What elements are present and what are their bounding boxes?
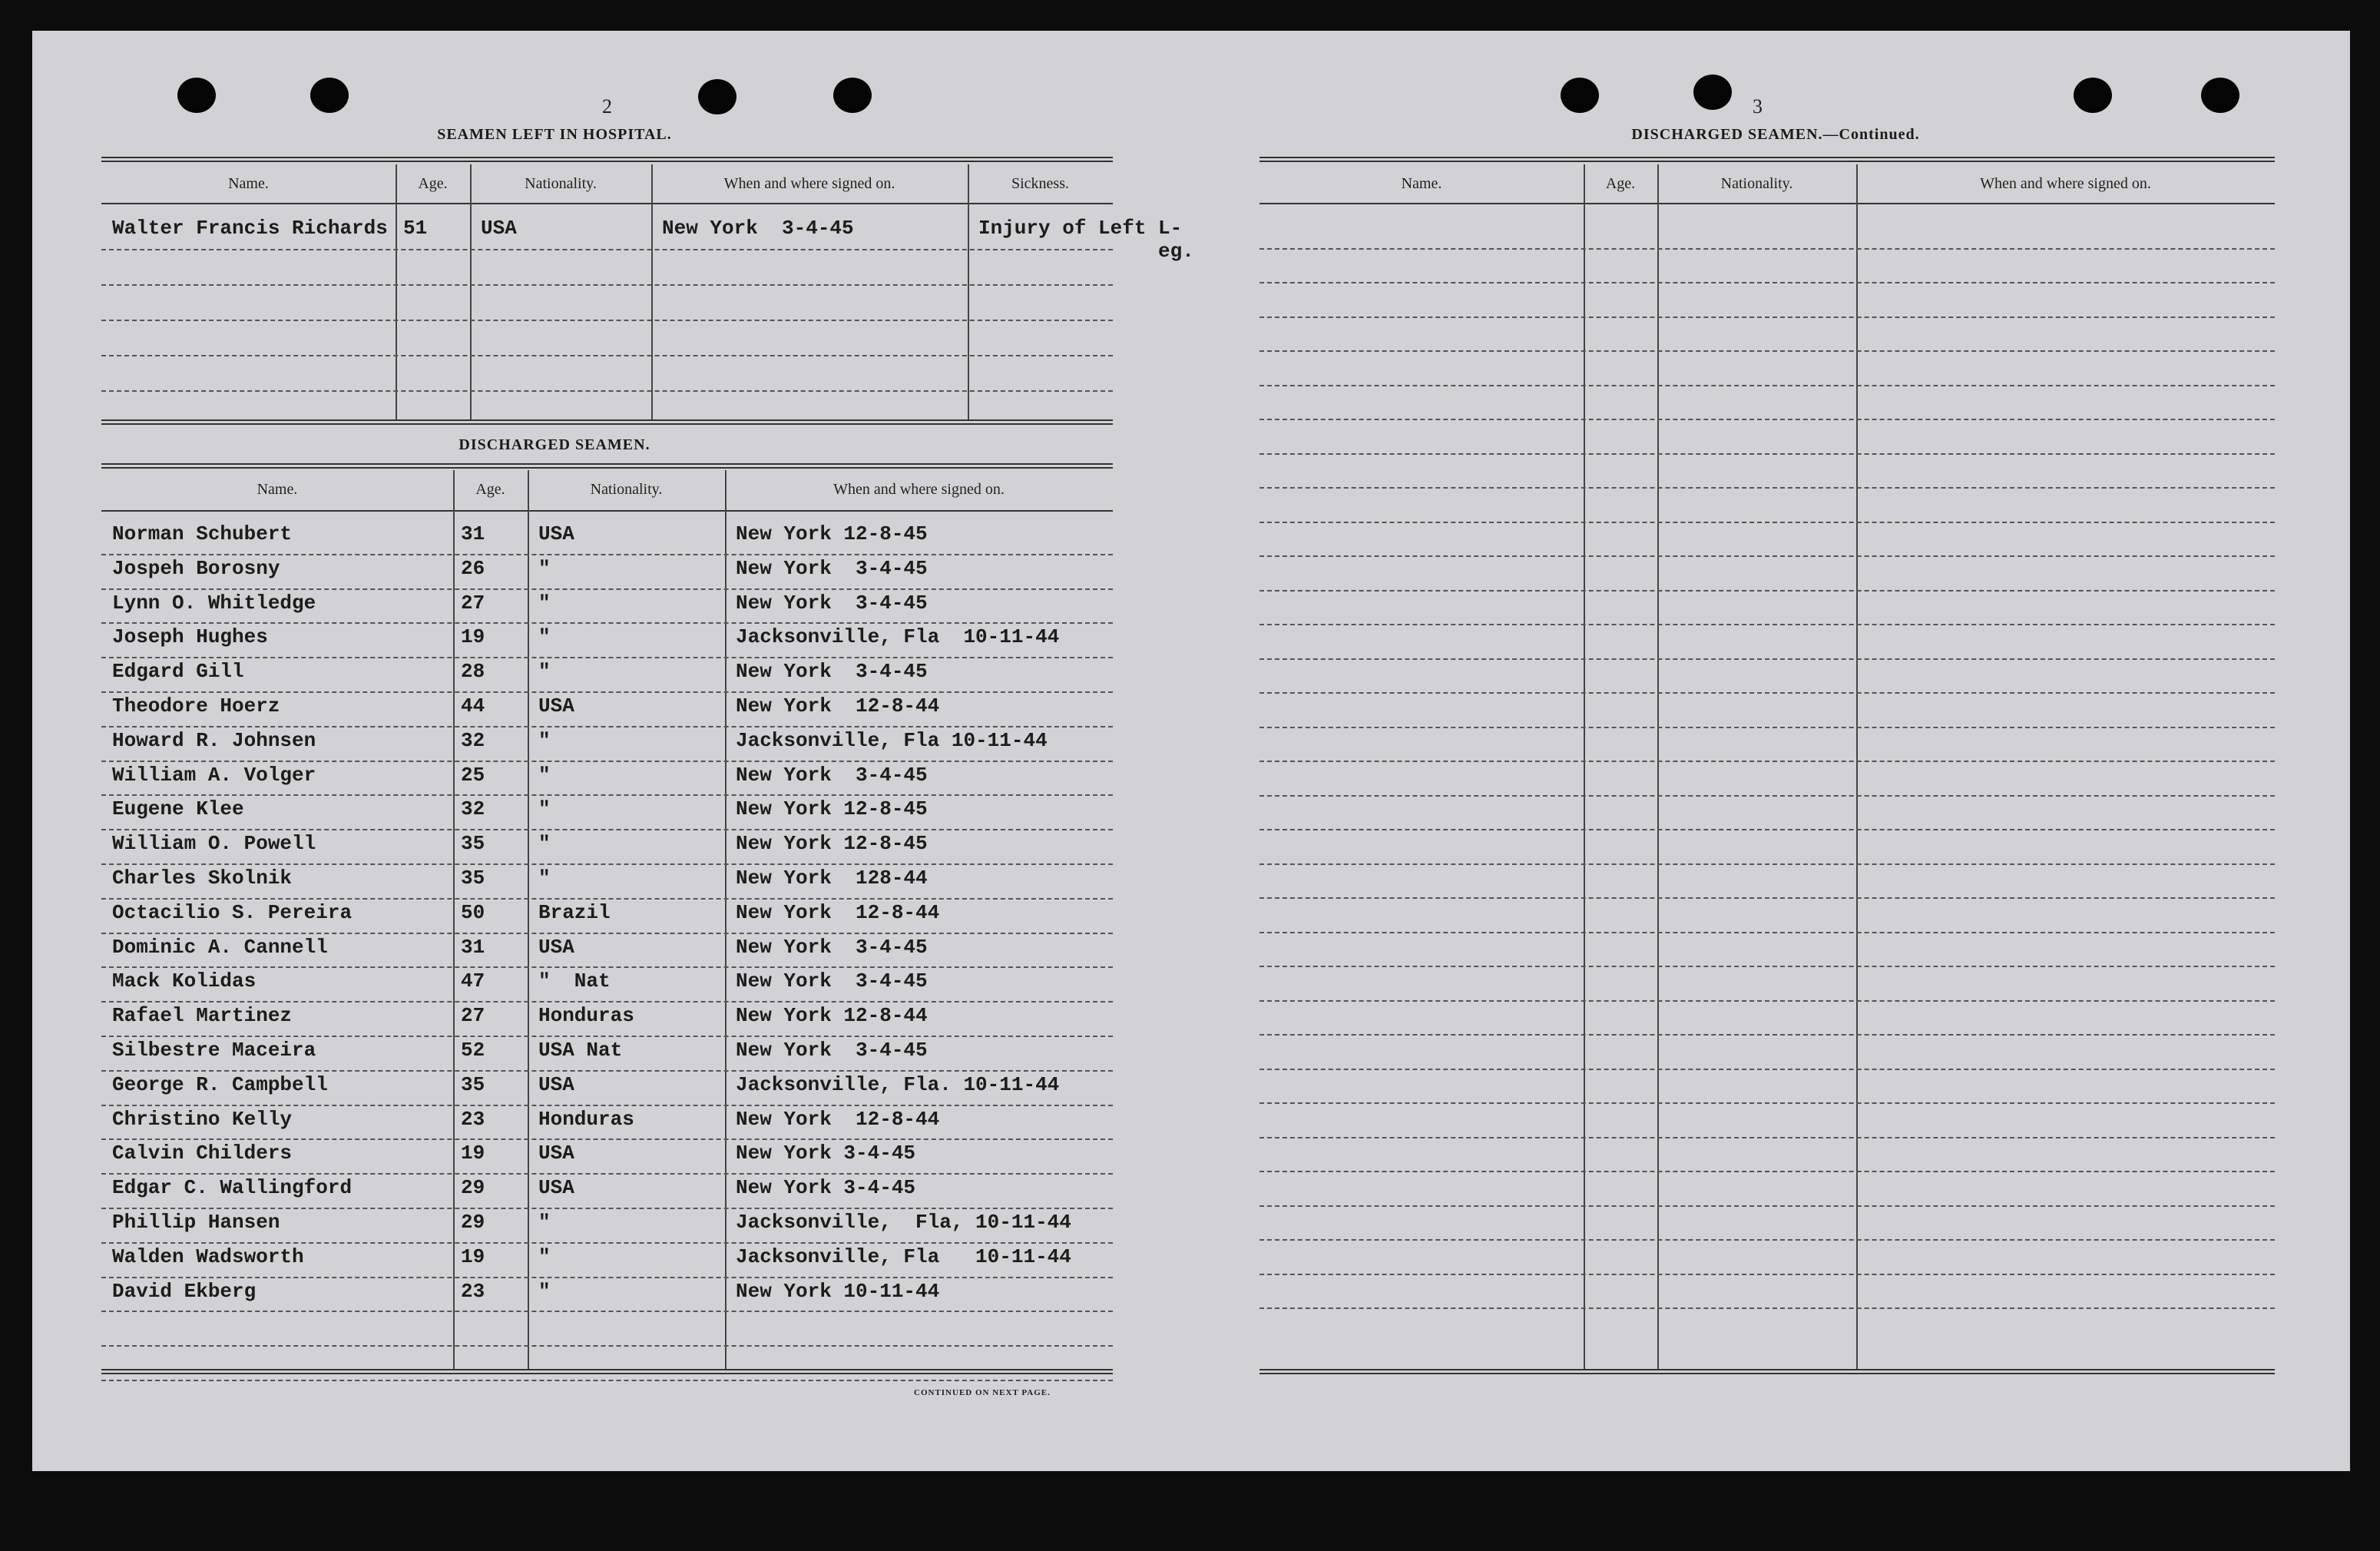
cell-age: 25 <box>461 763 485 787</box>
cell-signed_on: New York 128-44 <box>736 867 928 890</box>
column-divider <box>453 470 455 1369</box>
cell-nationality: USA <box>538 935 574 959</box>
continued-footer: CONTINUED ON NEXT PAGE. <box>914 1388 1051 1397</box>
cell-signed_on: New York 3-4-45 <box>736 1039 928 1062</box>
cell-age: 32 <box>461 728 485 752</box>
column-header: Name. <box>257 481 298 498</box>
row-rule <box>1260 1102 2275 1104</box>
cell-nationality: " <box>538 660 551 684</box>
continued-section-title: DISCHARGED SEAMEN.—Continued. <box>1631 126 1920 143</box>
cell-name: Theodore Hoerz <box>112 694 280 718</box>
cell-name: Edgard Gill <box>112 660 244 684</box>
cell-nationality: " <box>538 728 551 752</box>
page-number: 3 <box>1753 95 1763 118</box>
row-rule <box>101 933 1113 934</box>
table-bottom-rule <box>101 1369 1113 1374</box>
cell-name: Silbestre Maceira <box>112 1039 316 1062</box>
row-rule <box>101 1242 1113 1244</box>
discharged-section-title: DISCHARGED SEAMEN. <box>458 436 650 453</box>
row-rule <box>1260 658 2275 660</box>
row-rule <box>101 761 1113 762</box>
row-rule <box>1260 419 2275 420</box>
cell-age: 19 <box>461 625 485 649</box>
continued-top-rule <box>1260 157 2275 162</box>
row-rule <box>101 657 1113 658</box>
row-rule <box>101 1070 1113 1072</box>
row-rule <box>101 355 1113 356</box>
row-rule <box>101 1105 1113 1106</box>
cell-age: 19 <box>461 1244 485 1268</box>
cell-nationality: " <box>538 556 551 580</box>
row-rule <box>101 1311 1113 1312</box>
row-rule <box>1260 1239 2275 1241</box>
cell-nationality: " <box>538 763 551 787</box>
cell-signed_on: Jacksonville, Fla 10-11-44 <box>736 728 1048 752</box>
cell-nationality: USA <box>538 1176 574 1200</box>
row-rule <box>1260 1034 2275 1036</box>
row-rule <box>101 1138 1113 1140</box>
column-header: When and where signed on. <box>833 481 1005 498</box>
row-rule <box>1260 1137 2275 1138</box>
left-page <box>32 31 1192 1471</box>
cell-age: 31 <box>461 935 485 959</box>
cell-signed_on: Jacksonville, Fla, 10-11-44 <box>736 1211 1071 1234</box>
column-header: When and where signed on. <box>1980 175 2151 192</box>
column-header: Nationality. <box>525 175 597 192</box>
cell-signed_on: New York 3-4-45 <box>662 217 854 240</box>
cell-signed_on: New York 12-8-44 <box>736 694 940 718</box>
column-divider <box>651 164 653 419</box>
column-divider <box>1584 164 1585 1369</box>
cell-age: 32 <box>461 797 485 821</box>
cell-age: 29 <box>461 1176 485 1200</box>
column-divider <box>396 164 397 419</box>
row-rule <box>1260 863 2275 865</box>
cell-age: 26 <box>461 556 485 580</box>
header-rule <box>101 203 1113 204</box>
cell-age: 44 <box>461 694 485 718</box>
row-rule <box>101 863 1113 865</box>
cell-name: Lynn O. Whitledge <box>112 591 316 615</box>
row-rule <box>1260 897 2275 899</box>
cell-signed_on: Jacksonville, Fla 10-11-44 <box>736 625 1060 649</box>
cell-nationality: USA <box>538 694 574 718</box>
row-rule <box>101 554 1113 555</box>
row-rule <box>101 898 1113 900</box>
cell-age: 35 <box>461 867 485 890</box>
cell-nationality: Honduras <box>538 1004 634 1028</box>
cell-age: 23 <box>461 1107 485 1131</box>
cell-nationality: " <box>538 832 551 856</box>
row-rule <box>101 1036 1113 1037</box>
column-header: When and where signed on. <box>723 175 895 192</box>
cell-nationality: " <box>538 797 551 821</box>
column-header: Nationality. <box>1720 175 1793 192</box>
column-divider <box>528 470 529 1369</box>
cell-signed_on: New York 3-4-45 <box>736 1142 916 1165</box>
row-rule <box>101 1173 1113 1175</box>
row-rule <box>101 622 1113 624</box>
cell-age: 52 <box>461 1039 485 1062</box>
cell-nationality: USA <box>538 1142 574 1165</box>
cell-nationality: USA Nat <box>538 1039 623 1062</box>
cell-signed_on: New York 12-8-45 <box>736 522 928 545</box>
cell-name: Mack Kolidas <box>112 969 257 993</box>
cell-sickness: Injury of Left L- eg. <box>978 217 1194 263</box>
cell-name: Octacilio S. Pereira <box>112 900 353 924</box>
cell-name: Christino Kelly <box>112 1107 293 1131</box>
cell-signed_on: New York 10-11-44 <box>736 1279 940 1303</box>
cell-age: 50 <box>461 900 485 924</box>
column-divider <box>1657 164 1659 1369</box>
row-rule <box>1260 1069 2275 1070</box>
cell-signed_on: New York 3-4-45 <box>736 591 928 615</box>
row-rule <box>1260 692 2275 694</box>
cell-name: Jospeh Borosny <box>112 556 280 580</box>
cell-name: Howard R. Johnsen <box>112 728 316 752</box>
row-rule <box>101 588 1113 590</box>
cell-name: Rafael Martinez <box>112 1004 293 1028</box>
row-rule <box>1260 590 2275 592</box>
cell-signed_on: Jacksonville, Fla 10-11-44 <box>736 1244 1071 1268</box>
cell-age: 29 <box>461 1211 485 1234</box>
cell-name: Calvin Childers <box>112 1142 293 1165</box>
cell-age: 35 <box>461 1072 485 1096</box>
cell-nationality: " Nat <box>538 969 611 993</box>
row-rule <box>1260 1171 2275 1172</box>
column-header: Age. <box>1605 175 1636 192</box>
table-bottom-rule <box>1260 1369 2275 1374</box>
cell-signed_on: Jacksonville, Fla. 10-11-44 <box>736 1072 1060 1096</box>
cell-signed_on: New York 12-8-44 <box>736 1004 928 1028</box>
cell-signed_on: New York 12-8-44 <box>736 1107 940 1131</box>
cell-name: Dominic A. Cannell <box>112 935 328 959</box>
row-rule <box>101 726 1113 727</box>
cell-signed_on: New York 3-4-45 <box>736 763 928 787</box>
cell-name: Charles Skolnik <box>112 867 293 890</box>
row-rule <box>101 284 1113 286</box>
cell-age: 51 <box>403 217 428 240</box>
row-rule <box>1260 932 2275 933</box>
row-rule <box>101 966 1113 968</box>
column-divider <box>968 164 969 419</box>
column-header: Name. <box>1401 175 1442 192</box>
row-rule <box>1260 1274 2275 1275</box>
cell-name: Phillip Hansen <box>112 1211 280 1234</box>
cell-nationality: " <box>538 625 551 649</box>
cell-name: Edgar C. Wallingford <box>112 1176 353 1200</box>
column-divider <box>725 470 727 1369</box>
cell-name: Walter Francis Richards <box>112 217 388 240</box>
hospital-section-title: SEAMEN LEFT IN HOSPITAL. <box>437 126 672 143</box>
cell-signed_on: New York 3-4-45 <box>736 935 928 959</box>
cell-name: Joseph Hughes <box>112 625 268 649</box>
row-rule <box>101 320 1113 321</box>
row-rule <box>101 1208 1113 1209</box>
cell-age: 31 <box>461 522 485 545</box>
header-rule <box>101 510 1113 512</box>
cell-signed_on: New York 12-8-45 <box>736 832 928 856</box>
cell-name: Norman Schubert <box>112 522 293 545</box>
row-rule <box>1260 1307 2275 1309</box>
column-header: Sickness. <box>1011 175 1069 192</box>
row-rule <box>1260 555 2275 557</box>
cell-signed_on: New York 3-4-45 <box>736 660 928 684</box>
cell-signed_on: New York 12-8-44 <box>736 900 940 924</box>
column-divider <box>470 164 472 419</box>
row-rule <box>1260 453 2275 455</box>
cell-name: David Ekberg <box>112 1279 257 1303</box>
row-rule <box>101 1345 1113 1347</box>
cell-age: 23 <box>461 1279 485 1303</box>
row-rule <box>1260 624 2275 625</box>
row-rule <box>101 1277 1113 1278</box>
cell-age: 35 <box>461 832 485 856</box>
row-rule <box>1260 385 2275 386</box>
row-rule <box>1260 1205 2275 1207</box>
header-rule <box>1260 203 2275 204</box>
cell-signed_on: New York 12-8-45 <box>736 797 928 821</box>
cell-name: William A. Volger <box>112 763 316 787</box>
cell-name: George R. Campbell <box>112 1072 328 1096</box>
cell-nationality: " <box>538 1211 551 1234</box>
cell-name: Eugene Klee <box>112 797 244 821</box>
manifest-sheet <box>32 31 2350 1471</box>
page-number: 2 <box>602 95 612 118</box>
row-rule <box>101 794 1113 796</box>
cell-name: William O. Powell <box>112 832 316 856</box>
row-rule <box>1260 1000 2275 1002</box>
row-rule <box>101 829 1113 830</box>
cell-signed_on: New York 3-4-45 <box>736 1176 916 1200</box>
cell-age: 27 <box>461 591 485 615</box>
column-header: Age. <box>475 481 505 498</box>
row-rule <box>1260 761 2275 762</box>
cell-nationality: " <box>538 1244 551 1268</box>
cell-signed_on: New York 3-4-45 <box>736 969 928 993</box>
table-bottom-rule <box>101 419 1113 425</box>
cell-nationality: " <box>538 867 551 890</box>
cell-nationality: " <box>538 1279 551 1303</box>
row-rule <box>101 691 1113 693</box>
column-header: Nationality. <box>590 481 663 498</box>
row-rule <box>101 249 1113 250</box>
cell-nationality: Brazil <box>538 900 611 924</box>
row-rule <box>101 390 1113 392</box>
cell-nationality: USA <box>538 522 574 545</box>
row-rule <box>1260 795 2275 797</box>
row-rule <box>1260 316 2275 318</box>
row-rule <box>1260 350 2275 352</box>
cell-age: 19 <box>461 1142 485 1165</box>
cell-name: Walden Wadsworth <box>112 1244 304 1268</box>
column-header: Name. <box>228 175 269 192</box>
cell-nationality: Honduras <box>538 1107 634 1131</box>
cell-age: 27 <box>461 1004 485 1028</box>
cell-nationality: USA <box>538 1072 574 1096</box>
row-rule <box>101 1380 1113 1381</box>
right-page <box>1192 31 2350 1471</box>
cell-signed_on: New York 3-4-45 <box>736 556 928 580</box>
cell-nationality: USA <box>481 217 517 240</box>
row-rule <box>1260 829 2275 830</box>
column-header: Age. <box>418 175 448 192</box>
cell-nationality: " <box>538 591 551 615</box>
row-rule <box>1260 966 2275 967</box>
cell-age: 47 <box>461 969 485 993</box>
discharged-top-rule <box>101 463 1113 469</box>
row-rule <box>1260 727 2275 728</box>
row-rule <box>1260 522 2275 523</box>
hospital-top-rule <box>101 157 1113 162</box>
row-rule <box>1260 248 2275 250</box>
column-divider <box>1856 164 1858 1369</box>
row-rule <box>1260 487 2275 489</box>
row-rule <box>101 1001 1113 1003</box>
row-rule <box>1260 282 2275 283</box>
cell-age: 28 <box>461 660 485 684</box>
